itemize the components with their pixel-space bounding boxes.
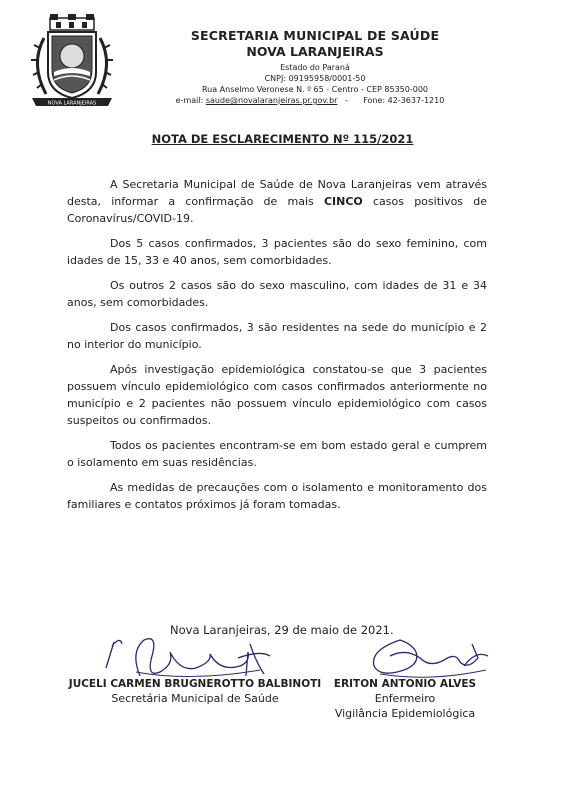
signature-right: [330, 678, 480, 720]
paragraph-1-emphasis: CINCO: [323, 195, 363, 208]
header-contact: [140, 96, 480, 105]
document-date: Nova Laranjeiras, 29 de maio de 2021.: [170, 623, 394, 637]
signature-right-role-2: Vigilância Epidemiológica: [334, 707, 476, 720]
header-state: Estado do Paraná: [280, 63, 350, 72]
paragraph-4: Dos casos confirmados, 3 são residentes na sede do município e 2 no interior do município.: [67, 321, 487, 351]
signature-right-role-1: Enfermeiro: [374, 692, 436, 705]
paragraph-1-c: casos positivos de Coronavírus/COVID-19.: [67, 195, 487, 225]
paragraph-7: As medidas de precauções com o isolamento e monitoramento dos familiares e contatos próximos já foram tomadas.: [67, 481, 487, 511]
paragraph-2: Dos 5 casos confirmados, 3 pacientes são do sexo feminino, com idades de 15, 33 e 40 anos, sem comorbidades.: [67, 237, 487, 267]
header-org: SECRETARIA MUNICIPAL DE SAÚDE: [190, 28, 440, 43]
header-city: NOVA LARANJEIRAS: [246, 44, 384, 59]
signature-left-name: JUCELI CARMEN BRUGNEROTTO BALBINOTI: [68, 678, 322, 690]
header-address: Rua Anselmo Veronese N. º 65 - Centro - CEP 85350-000: [201, 85, 429, 94]
paragraph-5: Após investigação epidemiológica constatou-se que 3 pacientes possuem vínculo epidemiológico com casos confirmados anteriormente no município e 2 pacientes não possuem vínculo epidemiológico com casos suspeitos ou confirmados.: [67, 363, 487, 427]
phone-text: - Fone: 42-3637-1210: [337, 96, 445, 105]
paragraph-1: [67, 176, 487, 227]
document-title: NOTA DE ESCLARECIMENTO Nº 115/2021: [151, 132, 414, 146]
paragraph-1-a: A Secretaria Municipal de Saúde de Nova Laranjeiras vem através desta, informar a confirmação de mais: [67, 178, 487, 208]
signature-left: [60, 678, 330, 705]
signature-right-icon: [360, 630, 495, 682]
signature-right-name: ERITON ANTONIO ALVES: [333, 678, 477, 690]
paragraph-3: Os outros 2 casos são do sexo masculino, com idades de 31 e 34 anos, sem comorbidades.: [67, 279, 487, 309]
document-body: [67, 176, 487, 521]
paragraph-6: Todos os pacientes encontram-se em bom estado geral e cumprem o isolamento em suas residências.: [67, 439, 487, 469]
email-link[interactable]: saude@novalaranjeiras.pr.gov.br: [205, 96, 338, 105]
email-label: e-mail:: [175, 96, 206, 105]
municipal-coat-of-arms-icon: [22, 14, 122, 114]
signature-left-icon: [100, 632, 290, 684]
header-cnpj: CNPJ: 09195958/0001-50: [264, 74, 366, 83]
crest-scroll-text: NOVA LARANJEIRAS: [47, 100, 97, 107]
signature-left-role: Secretária Municipal de Saúde: [111, 692, 279, 705]
